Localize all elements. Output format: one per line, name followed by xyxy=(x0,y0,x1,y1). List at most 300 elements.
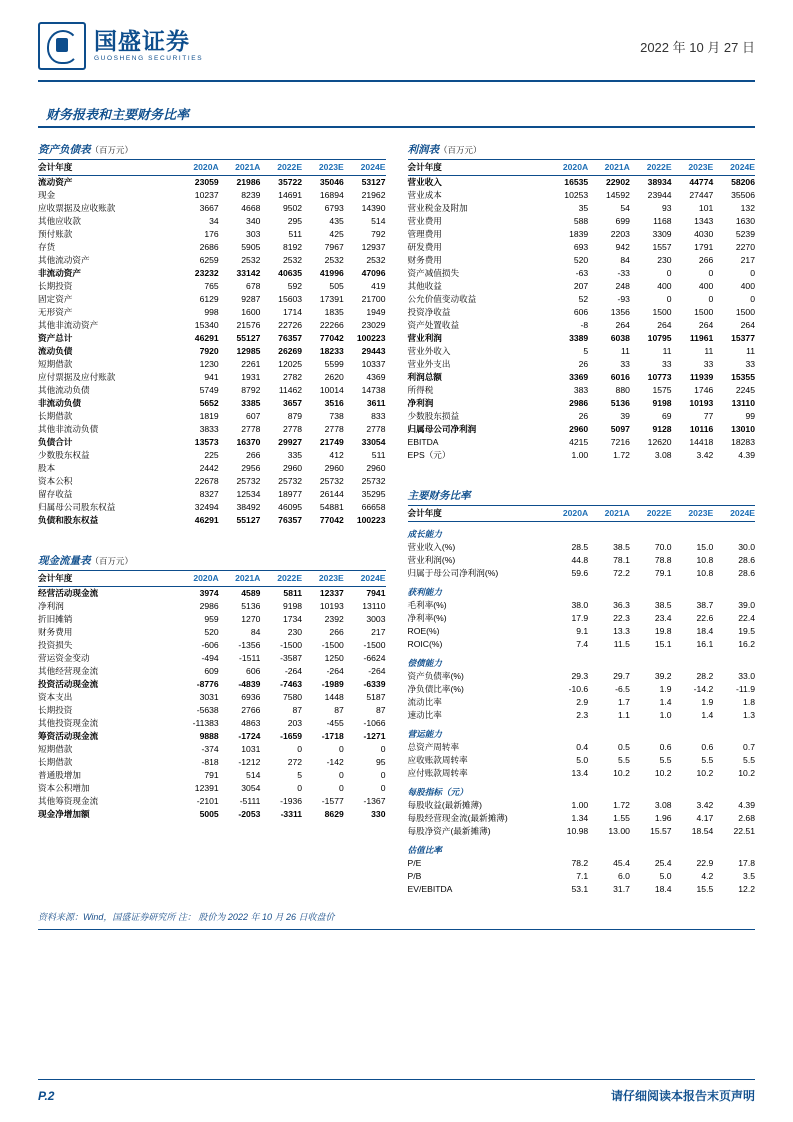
table-row xyxy=(408,812,756,825)
row-value: 1746 xyxy=(694,384,714,395)
row-value: 35506 xyxy=(731,189,755,200)
ratio-group-header xyxy=(408,780,756,799)
row-value: 606 xyxy=(573,306,589,317)
row-value: 5652 xyxy=(199,397,219,408)
table-row xyxy=(38,215,386,228)
row-value: 23059 xyxy=(194,176,219,187)
row-value: 28.6 xyxy=(738,554,755,565)
row-value: 16.1 xyxy=(696,638,714,649)
row-value: 12025 xyxy=(278,358,303,369)
row-value: 54881 xyxy=(319,501,344,512)
table-row xyxy=(408,741,756,754)
row-value: 264 xyxy=(657,319,672,330)
row-value: 1835 xyxy=(324,306,344,317)
table-row xyxy=(38,267,386,280)
row-label: 研发费用 xyxy=(407,241,442,252)
row-value: 1.4 xyxy=(659,696,672,707)
row-label: 财务费用 xyxy=(407,254,442,265)
header-divider xyxy=(38,80,755,82)
row-label: 归属于母公司净利润(%) xyxy=(407,567,499,578)
row-value: 4.39 xyxy=(738,449,755,460)
cash-flow-title xyxy=(38,553,386,568)
row-value: -5638 xyxy=(196,704,219,715)
row-value: 880 xyxy=(615,384,630,395)
table-row xyxy=(408,825,756,838)
row-label: EBITDA xyxy=(407,436,439,447)
row-value: 1949 xyxy=(366,306,386,317)
row-value: 46095 xyxy=(278,501,303,512)
row-value: 10.2 xyxy=(654,767,672,778)
table-header-row xyxy=(38,570,386,586)
row-value: 2532 xyxy=(282,254,303,265)
row-value: 1839 xyxy=(569,228,589,239)
ratio-group-header xyxy=(408,838,756,857)
row-label: 营业费用 xyxy=(407,215,442,226)
row-value: 5.0 xyxy=(659,870,672,881)
row-value: 6.0 xyxy=(617,870,630,881)
row-label: 其他应收款 xyxy=(38,215,81,226)
table-row xyxy=(38,652,386,665)
row-value: 1500 xyxy=(694,306,714,317)
row-value: 13.4 xyxy=(571,767,589,778)
row-value: 33142 xyxy=(236,267,261,278)
row-value: 330 xyxy=(371,808,386,819)
table-row xyxy=(408,345,756,358)
row-value: 412 xyxy=(329,449,344,460)
row-value: 8239 xyxy=(241,189,261,200)
row-value: 699 xyxy=(615,215,630,226)
col-header-2020a: 2020A xyxy=(177,159,219,175)
row-value: -1724 xyxy=(238,730,261,741)
row-value: 4863 xyxy=(241,717,261,728)
row-value: 0 xyxy=(666,293,672,304)
col-header-2020a: 2020A xyxy=(177,570,219,586)
table-row xyxy=(408,567,756,580)
row-value: 25732 xyxy=(236,475,261,486)
row-value: 3309 xyxy=(652,228,672,239)
page-footer-divider xyxy=(38,1079,755,1081)
income-statement-title xyxy=(408,142,756,157)
row-value: 1931 xyxy=(241,371,261,382)
row-label: 存货 xyxy=(38,241,56,252)
row-value: 100223 xyxy=(356,332,386,343)
table-row xyxy=(38,306,386,319)
row-value: 22.4 xyxy=(738,612,755,623)
row-value: 400 xyxy=(740,280,755,291)
row-value: 35046 xyxy=(319,176,344,187)
row-label: 速动比率 xyxy=(407,709,442,720)
cash-flow-title-text: 现金流量表 xyxy=(38,554,91,567)
row-value: -264 xyxy=(368,665,386,676)
row-value: 78.8 xyxy=(654,554,672,565)
row-value: 2778 xyxy=(324,423,344,434)
row-value: 1448 xyxy=(324,691,344,702)
row-value: 2532 xyxy=(324,254,344,265)
col-header-2024e: 2024E xyxy=(344,159,386,175)
row-value: 12620 xyxy=(647,436,672,447)
row-label: 净利润 xyxy=(407,397,434,408)
row-value: 15.57 xyxy=(650,825,672,836)
ratio-group-header xyxy=(408,521,756,541)
row-value: 28.2 xyxy=(696,670,714,681)
row-value: -1066 xyxy=(363,717,386,728)
ratio-group-label: 偿债能力 xyxy=(407,657,442,668)
row-value: -264 xyxy=(284,665,303,676)
row-value: 4369 xyxy=(366,371,386,382)
row-value: 29927 xyxy=(278,436,303,447)
row-value: 15.0 xyxy=(696,541,714,552)
table-row xyxy=(38,293,386,306)
row-value: 1.9 xyxy=(659,683,672,694)
table-row xyxy=(408,599,756,612)
row-label: 固定资产 xyxy=(38,293,73,304)
row-value: 514 xyxy=(246,769,261,780)
row-label: 经营活动现金流 xyxy=(38,587,99,598)
row-label: 其他非流动负债 xyxy=(38,423,99,434)
row-value: 207 xyxy=(573,280,589,291)
row-value: 30.0 xyxy=(738,541,755,552)
col-header-2023e: 2023E xyxy=(302,159,344,175)
row-value: 26 xyxy=(578,410,589,421)
row-value: 606 xyxy=(246,665,261,676)
row-value: 69 xyxy=(662,410,672,421)
report-date: 2022 年 10 月 27 日 xyxy=(640,39,755,55)
row-value: 44.8 xyxy=(571,554,589,565)
row-value: 1819 xyxy=(199,410,219,421)
row-label: 总资产周转率 xyxy=(407,741,460,752)
row-value: 5811 xyxy=(283,587,303,598)
row-value: 52 xyxy=(578,293,589,304)
row-value: 4030 xyxy=(694,228,714,239)
row-value: 4.39 xyxy=(738,799,755,810)
row-value: 4589 xyxy=(241,587,261,598)
row-value: 25.4 xyxy=(654,857,672,868)
row-value: 6129 xyxy=(199,293,219,304)
table-row xyxy=(408,423,756,436)
row-label: 长期借款 xyxy=(38,756,73,767)
row-value: 400 xyxy=(698,280,714,291)
table-row xyxy=(408,670,756,683)
table-row xyxy=(408,754,756,767)
row-label: 现金 xyxy=(38,189,56,200)
table-row xyxy=(408,683,756,696)
row-value: 87 xyxy=(334,704,344,715)
row-value: -6339 xyxy=(363,678,386,689)
table-row xyxy=(408,358,756,371)
row-value: 2778 xyxy=(241,423,261,434)
row-value: 14418 xyxy=(689,436,714,447)
row-value: 3.08 xyxy=(654,799,672,810)
row-value: -5111 xyxy=(239,795,261,806)
row-value: 84 xyxy=(250,626,261,637)
row-value: 266 xyxy=(246,449,261,460)
table-row xyxy=(38,423,386,436)
table-row xyxy=(38,345,386,358)
row-label: 利润总额 xyxy=(407,371,442,382)
row-value: 1270 xyxy=(241,613,261,624)
row-value: 22.6 xyxy=(696,612,714,623)
ratios-title xyxy=(408,488,756,503)
ratio-group-label: 估值比率 xyxy=(407,844,442,855)
row-value: 54 xyxy=(620,202,630,213)
table-row xyxy=(38,228,386,241)
row-value: 13.00 xyxy=(608,825,630,836)
row-value: 17391 xyxy=(319,293,344,304)
row-value: 12534 xyxy=(236,488,261,499)
row-value: 5005 xyxy=(199,808,219,819)
row-value: 592 xyxy=(287,280,303,291)
row-value: 15377 xyxy=(731,332,755,343)
row-label: 短期借款 xyxy=(38,743,73,754)
right-column xyxy=(408,142,756,896)
table-row xyxy=(38,678,386,691)
col-header-2021a: 2021A xyxy=(219,570,261,586)
row-value: 9198 xyxy=(652,397,672,408)
row-value: 0 xyxy=(750,267,755,278)
row-value: 10116 xyxy=(689,423,714,434)
row-label: 留存收益 xyxy=(38,488,73,499)
row-value: -2053 xyxy=(238,808,261,819)
row-value: 33 xyxy=(620,358,630,369)
row-value: 693 xyxy=(573,241,589,252)
disclaimer-text: 请仔细阅读本报告末页声明 xyxy=(610,1089,755,1103)
row-value: 425 xyxy=(329,228,344,239)
row-value: 678 xyxy=(246,280,261,291)
row-value: 1.72 xyxy=(613,449,630,460)
ratio-group-header xyxy=(408,722,756,741)
logo-name-en: GUOSHENG SECURITIES xyxy=(94,54,204,62)
row-label: ROE(%) xyxy=(407,625,440,636)
row-value: 10337 xyxy=(361,358,386,369)
row-value: 303 xyxy=(246,228,261,239)
row-value: 29.3 xyxy=(571,670,589,681)
row-value: 1714 xyxy=(282,306,303,317)
row-value: 25732 xyxy=(278,475,303,486)
row-label: 营业收入 xyxy=(407,176,442,187)
row-label: 应付账款周转率 xyxy=(407,767,468,778)
row-value: 17.9 xyxy=(571,612,589,623)
row-value: 55127 xyxy=(236,514,261,525)
row-value: 0 xyxy=(380,743,386,754)
row-value: 5 xyxy=(583,345,589,356)
table-header-row xyxy=(408,159,756,175)
row-value: 879 xyxy=(287,410,303,421)
row-value: 38.5 xyxy=(654,599,672,610)
row-value: 38934 xyxy=(647,176,672,187)
row-value: 10.2 xyxy=(696,767,714,778)
row-value: 588 xyxy=(573,215,589,226)
footnote-divider xyxy=(38,929,755,930)
row-value: 7967 xyxy=(324,241,344,252)
row-value: 35 xyxy=(578,202,589,213)
table-row xyxy=(38,600,386,613)
row-value: 266 xyxy=(329,626,344,637)
row-value: 14592 xyxy=(605,189,630,200)
table-row xyxy=(408,436,756,449)
row-value: 17.8 xyxy=(738,857,755,868)
row-value: 76357 xyxy=(278,514,303,525)
row-value: 41996 xyxy=(319,267,344,278)
row-value: -606 xyxy=(201,639,219,650)
row-value: 2986 xyxy=(569,397,589,408)
row-value: 38.5 xyxy=(613,541,630,552)
col-header-2023e: 2023E xyxy=(672,159,714,175)
row-value: -8 xyxy=(580,319,589,330)
table-row xyxy=(408,254,756,267)
row-value: 95 xyxy=(375,756,386,767)
row-value: 9502 xyxy=(282,202,303,213)
row-value: 11 xyxy=(704,345,714,356)
row-label: 其他投资现金流 xyxy=(38,717,99,728)
row-label: 长期投资 xyxy=(38,704,73,715)
row-value: 2782 xyxy=(282,371,303,382)
row-value: 0.6 xyxy=(659,741,672,752)
row-value: 22266 xyxy=(319,319,344,330)
row-value: 2778 xyxy=(366,423,386,434)
row-value: 5.5 xyxy=(617,754,630,765)
col-header-year: 会计年度 xyxy=(408,159,547,175)
row-value: 14691 xyxy=(278,189,303,200)
row-value: 3369 xyxy=(569,371,589,382)
row-value: 2960 xyxy=(366,462,386,473)
row-value: 1.7 xyxy=(617,696,630,707)
row-value: 2.68 xyxy=(738,812,755,823)
table-row xyxy=(408,883,756,896)
row-value: 36.3 xyxy=(613,599,630,610)
row-label: 少数股东损益 xyxy=(407,410,460,421)
row-value: 6038 xyxy=(610,332,630,343)
row-label: 资产总计 xyxy=(38,332,73,343)
row-value: 419 xyxy=(371,280,386,291)
row-label: 其他流动负债 xyxy=(38,384,90,395)
row-value: 33 xyxy=(662,358,672,369)
ratios-title-text: 主要财务比率 xyxy=(407,489,471,502)
row-value: 10.2 xyxy=(738,767,755,778)
col-header-2020a: 2020A xyxy=(547,505,589,521)
row-label: 应付票据及应付账款 xyxy=(38,371,116,382)
row-value: 23.4 xyxy=(654,612,672,623)
col-header-2024e: 2024E xyxy=(344,570,386,586)
row-value: 76357 xyxy=(278,332,303,343)
table-row xyxy=(38,613,386,626)
row-label: 其他筹资现金流 xyxy=(38,795,99,806)
row-value: 13110 xyxy=(362,600,386,611)
table-row xyxy=(408,241,756,254)
row-value: 14390 xyxy=(361,202,386,213)
row-value: 2960 xyxy=(282,462,303,473)
row-value: -1659 xyxy=(280,730,303,741)
table-row xyxy=(38,332,386,345)
row-value: -4839 xyxy=(238,678,261,689)
row-value: 5097 xyxy=(610,423,630,434)
row-value: 3.08 xyxy=(654,449,672,460)
table-row xyxy=(38,189,386,202)
row-value: -374 xyxy=(201,743,219,754)
col-header-2020a: 2020A xyxy=(547,159,589,175)
row-value: 22726 xyxy=(278,319,303,330)
row-label: 流动负债 xyxy=(38,345,73,356)
table-row xyxy=(38,691,386,704)
row-label: 股本 xyxy=(38,462,56,473)
row-label: 折旧摊销 xyxy=(38,613,73,624)
table-row xyxy=(38,175,386,189)
row-value: 6016 xyxy=(610,371,630,382)
row-label: 投资净收益 xyxy=(407,306,451,317)
row-value: -63 xyxy=(575,267,589,278)
table-row xyxy=(408,306,756,319)
row-value: 3657 xyxy=(282,397,303,408)
row-value: 10193 xyxy=(319,600,344,611)
row-label: EPS（元） xyxy=(407,449,451,460)
row-value: 1.00 xyxy=(571,449,589,460)
row-value: 58206 xyxy=(731,176,755,187)
row-value: 87 xyxy=(375,704,386,715)
row-value: 10.2 xyxy=(613,767,630,778)
row-value: 765 xyxy=(204,280,219,291)
table-row xyxy=(408,202,756,215)
row-value: 5599 xyxy=(324,358,344,369)
row-value: 959 xyxy=(204,613,219,624)
table-row xyxy=(408,228,756,241)
table-row xyxy=(38,371,386,384)
row-value: 25732 xyxy=(361,475,386,486)
row-value: 264 xyxy=(740,319,755,330)
row-value: 22.9 xyxy=(696,857,714,868)
table-row xyxy=(38,808,386,821)
row-value: 7.4 xyxy=(576,638,589,649)
row-value: -818 xyxy=(201,756,219,767)
page-title: 财务报表和主要财务比率 xyxy=(46,107,190,122)
row-label: 每股经营现金流(最新摊薄) xyxy=(407,812,508,823)
row-value: 2960 xyxy=(324,462,344,473)
row-value: 29.7 xyxy=(613,670,630,681)
row-value: -1500 xyxy=(321,639,344,650)
page-number: P.2 xyxy=(38,1088,55,1103)
row-label: 其他非流动资产 xyxy=(38,319,99,330)
table-header-row xyxy=(408,505,756,521)
row-value: 8629 xyxy=(324,808,344,819)
row-value: 28.5 xyxy=(571,541,589,552)
table-row xyxy=(408,696,756,709)
row-value: 2960 xyxy=(569,423,589,434)
row-value: 5.5 xyxy=(701,754,714,765)
table-row xyxy=(38,782,386,795)
row-value: 59.6 xyxy=(571,567,589,578)
row-value: 942 xyxy=(615,241,630,252)
row-label: 应收账款周转率 xyxy=(407,754,468,765)
row-value: 10253 xyxy=(564,189,589,200)
row-value: 39.0 xyxy=(738,599,755,610)
row-label: 归属母公司净利润 xyxy=(407,423,477,434)
table-row xyxy=(38,254,386,267)
row-value: 1.9 xyxy=(701,696,714,707)
row-value: 46291 xyxy=(194,514,219,525)
row-value: 295 xyxy=(287,215,303,226)
section-divider xyxy=(38,126,755,128)
row-value: 19.5 xyxy=(738,625,755,636)
table-row xyxy=(408,189,756,202)
col-header-2022e: 2022E xyxy=(260,570,302,586)
table-row xyxy=(38,462,386,475)
row-value: 272 xyxy=(287,756,303,767)
row-value: 18.4 xyxy=(654,883,672,894)
row-value: -93 xyxy=(617,293,630,304)
col-header-2023e: 2023E xyxy=(672,505,714,521)
row-value: 5905 xyxy=(241,241,261,252)
row-value: 5 xyxy=(297,769,303,780)
table-row xyxy=(38,586,386,600)
row-value: 6259 xyxy=(199,254,219,265)
